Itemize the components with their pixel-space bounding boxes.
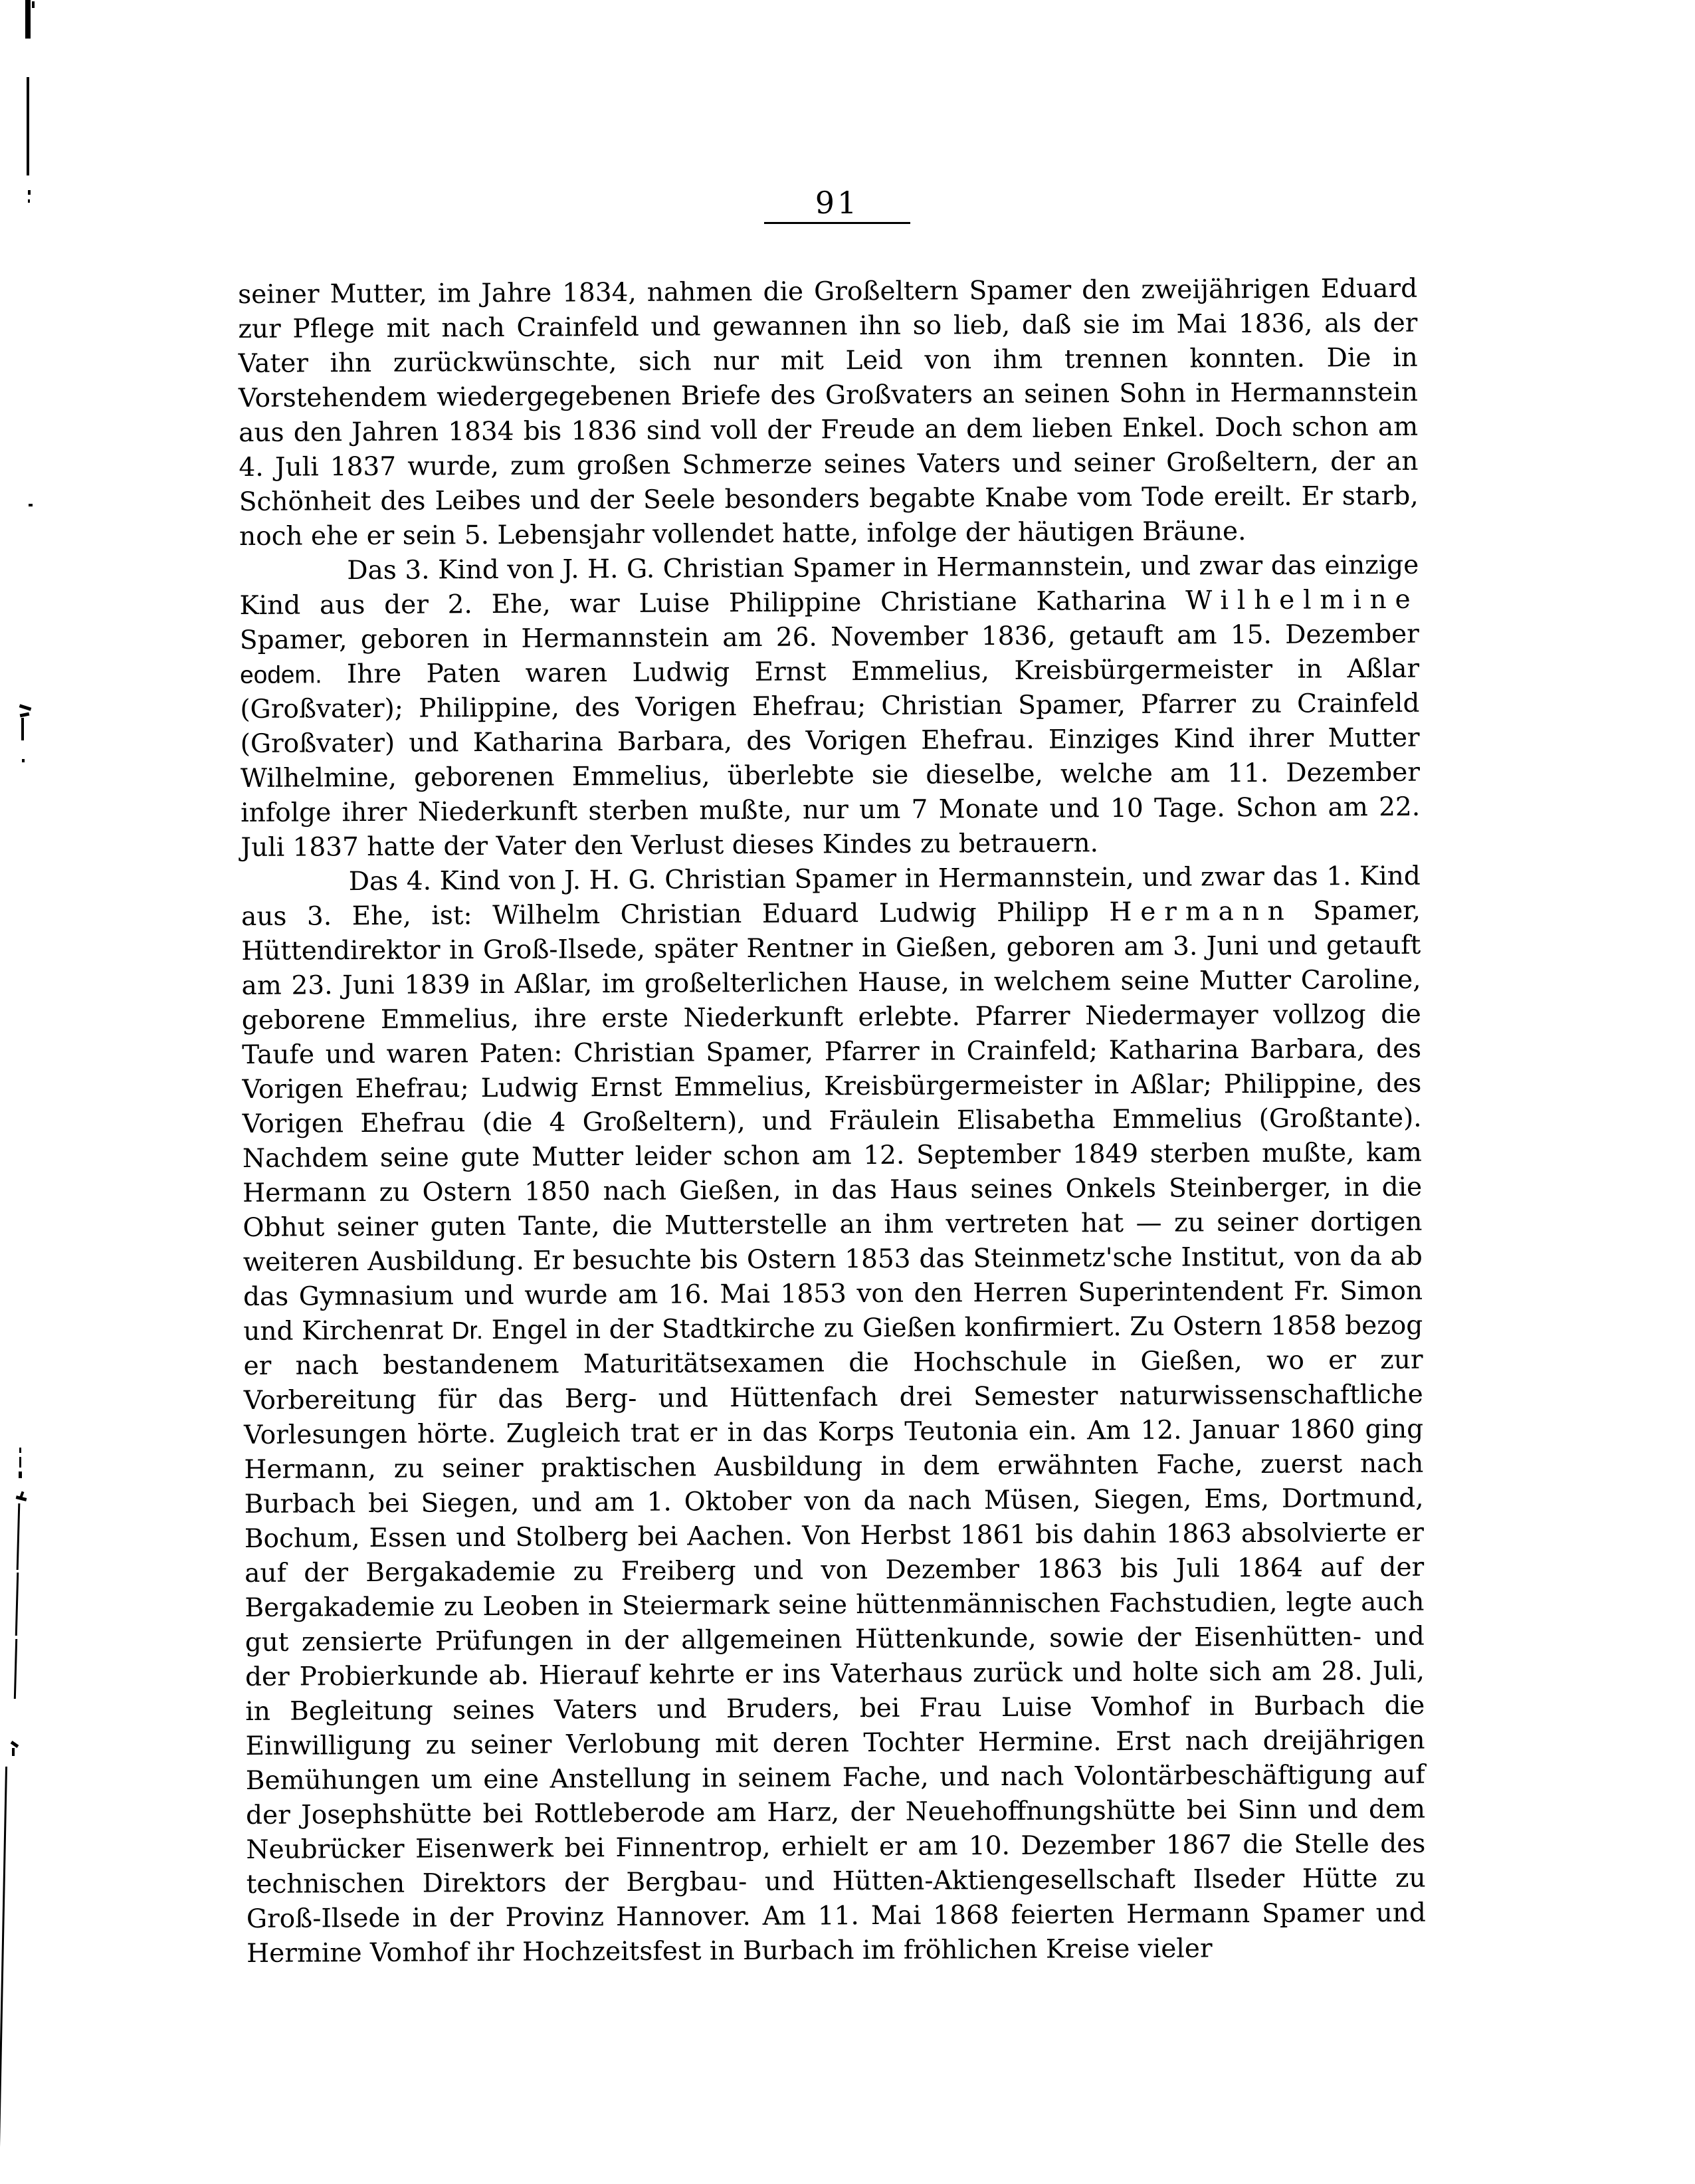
scan-artifact bbox=[22, 759, 25, 762]
scan-artifact bbox=[16, 1495, 27, 1501]
scan-artifact bbox=[19, 1457, 21, 1468]
scan-artifact bbox=[17, 1503, 21, 1570]
text-segment: Spamer, Hüttendirektor in Groß-Ilsede, später Rentner in Gießen, geboren am 3. Juni und getauft am 23. Juni 1839 in Aßlar, im großelterlichen Hause, in welchem seine Mutter Caroline, geborene Emmelius, ihre erste Niederkunft erlebte. Pfarrer Niedermayer vollzog die Taufe und waren Paten: Christian Spamer, Pfarrer in Crainfeld; Katharina Barbara, des Vorigen Ehefrau; Ludwig Ernst Emmelius, Kreisbürgermeister in Aßlar; Philippine, des Vorigen Ehefrau (die 4 Großeltern), und Fräulein Elisabetha Emmelius (Großtante). Nachdem seine gute Mutter leider schon am 12. September 1849 sterben mußte, kam Hermann zu Ostern 1850 nach Gießen, in das Haus seines Onkels Steinberger, in die Obhut seiner guten Tante, die Mutterstelle an ihm vertreten hat — zu seiner dortigen weiteren Ausbildung. Er besuchte bis Ostern 1853 das Steinmetz'sche Institut, von da ab das Gymnasium und wurde am 16. Mai 1853 von den Herren Superintendent Fr. Simon und Kirchenrat bbox=[241, 895, 1423, 1347]
scan-artifact bbox=[11, 1741, 19, 1748]
scan-artifact bbox=[15, 1573, 19, 1636]
scan-artifact bbox=[28, 190, 31, 195]
text-segment: seiner Mutter, im Jahre 1834, nahmen die Großeltern Spamer den zweijährigen Eduard zur Pflege mit nach Crainfeld und gewannen ihn so lieb, daß sie im Mai 1836, als der Vater ihn zurückwünschte, sich nur mit Leid von ihm trennen konnten. Die in Vorstehendem wiedergegebenen Briefe des Großvaters an seinen Sohn in Hermannstein aus den Jahren 1834 bis 1836 sind voll der Freude an dem lieben Enkel. Doch schon am 4. Juli 1837 wurde, zum großen Schmerze seines Vaters und seiner Großeltern, der an Schönheit des Leibes und der Seele besonders begabte Knabe vom Tode ereilt. Er starb, noch ehe er sein 5. Lebensjahr vollendet hatte, infolge der häutigen Bräune. bbox=[238, 273, 1419, 552]
paragraph bbox=[238, 272, 1419, 554]
scan-artifact bbox=[12, 1748, 15, 1756]
scan-artifact bbox=[25, 0, 31, 39]
scan-artifact bbox=[14, 1639, 17, 1699]
text-segment: Das 4. Kind von J. H. G. Christian Spamer in Hermannstein, und zwar das 1. Kind aus 3. Ehe, ist: Wilhelm Christian Eduard Ludwig Philipp bbox=[241, 861, 1421, 932]
text-block bbox=[238, 272, 1426, 1971]
page-number: 91 bbox=[815, 185, 860, 221]
text-segment: Engel in der Stadtkirche zu Gießen konfirmiert. Zu Ostern 1858 bezog er nach bestandenem Maturitätsexamen die Hochschule in Gießen, wo er zur Vorbereitung für das Berg- und Hüttenfach drei Semester naturwissenschaftliche Vorlesungen hörte. Zugleich trat er in das Korps Teutonia ein. Am 12. Januar 1860 ging Hermann, zu seiner praktischen Ausbildung in dem erwähnten Fache, zuerst nach Burbach bei Siegen, und am 1. Oktober von da nach Müsen, Siegen, Ems, Dortmund, Bochum, Essen und Stolberg bei Aachen. Von Herbst 1861 bis dahin 1863 absolvierte er auf der Bergakademie zu Freiberg und von Dezember 1863 bis Juli 1864 auf der Bergakademie zu Leoben in Steiermark seine hüttenmännischen Fachstudien, legte auch gut zensierte Prüfungen in der allgemeinen Hüttenkunde, sowie der Eisenhütten- und der Probierkunde ab. Hierauf kehrte er ins Vaterhaus zurück und holte sich am 28. Juli, in Begleitung seines Vaters und Bruders, bei Frau Luise Vomhof in Burbach die Einwilligung zu seiner Verlobung mit deren Tochter Hermine. Erst nach dreijährigen Bemühungen um eine Anstellung in seinem Fache, und nach Volontärbeschäftigung auf der Josephshütte bei Rottleberode am Harz, der Neuehoffnungshütte bei Sinn und dem Neubrücker Eisenwerk bei Finnentrop, erhielt er am 10. Dezember 1867 die Stelle des technischen Direktors der Bergbau- und Hütten-Aktiengesellschaft Ilseder Hütte zu Groß-Ilsede in der Provinz Hannover. Am 11. Mai 1868 feierten Hermann Spamer und Hermine Vomhof ihr Hochzeitsfest in Burbach im fröhlichen Kreise vieler bbox=[243, 1310, 1427, 1969]
text-segment: Spamer, geboren in Hermannstein am 26. November 1836, getauft am 15. Dezember bbox=[239, 619, 1419, 655]
scan-artifact bbox=[27, 77, 29, 175]
scan-artifact bbox=[19, 1448, 21, 1453]
scan-artifact bbox=[19, 1472, 22, 1478]
text-segment: eodem. bbox=[240, 661, 322, 689]
text-segment: Hermann bbox=[1109, 896, 1293, 928]
scan-artifact bbox=[32, 1, 35, 8]
scan-artifact bbox=[21, 718, 24, 740]
scan-artifact bbox=[19, 704, 32, 710]
text-segment: Wilhelmine bbox=[1185, 584, 1419, 616]
text-segment: Das 3. Kind von J. H. G. Christian Spamer in Hermannstein, und zwar das einzige Kind aus der 2. Ehe, war Luise Philippine Christiane Katharina bbox=[239, 550, 1419, 621]
text-segment: Dr. bbox=[451, 1317, 484, 1345]
scan-artifact bbox=[0, 1767, 7, 2184]
text-segment: Ihre Paten waren Ludwig Ernst Emmelius, Kreisbürgermeister in Aßlar (Großvater); Philippine, des Vorigen Ehefrau; Christian Spamer, Pfarrer zu Crainfeld (Großvater) und Katharina Barbara, des Vorigen Ehefrau. Einziges Kind ihrer Mutter Wilhelmine, geborenen Emmelius, überlebte sie dieselbe, welche am 11. Dezember infolge ihrer Niederkunft sterben mußte, nur um 7 Monate und 10 Tage. Schon am 22. Juli 1837 hatte der Vater den Verlust dieses Kindes zu betrauern. bbox=[240, 653, 1421, 863]
paragraph bbox=[241, 859, 1427, 1971]
page-number-rule bbox=[764, 222, 910, 224]
paragraph bbox=[239, 548, 1420, 865]
scan-artifact bbox=[29, 504, 33, 506]
scan-artifact bbox=[20, 712, 30, 718]
scan-artifact bbox=[28, 199, 30, 203]
